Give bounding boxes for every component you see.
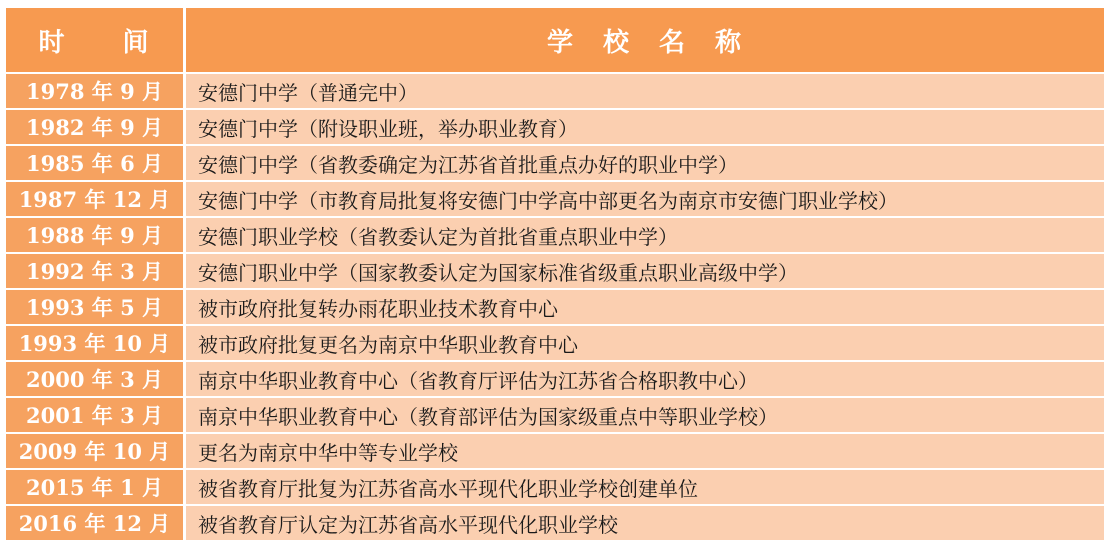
school-name-cell: 安德门中学（普通完中） — [186, 74, 1104, 108]
school-name-cell: 南京中华职业教育中心（教育部评估为国家级重点中等职业学校） — [186, 398, 1104, 432]
school-name-cell: 被市政府批复转办雨花职业技术教育中心 — [186, 290, 1104, 324]
school-name-cell: 安德门中学（市教育局批复将安德门中学高中部更名为南京市安德门职业学校） — [186, 182, 1104, 216]
school-name-cell: 被省教育厅认定为江苏省高水平现代化职业学校 — [186, 506, 1104, 540]
date-cell: 2015 年 1 月 — [6, 470, 183, 504]
date-cell: 1988 年 9 月 — [6, 218, 183, 252]
date-cell: 1992 年 3 月 — [6, 254, 183, 288]
school-name-cell: 安德门中学（省教委确定为江苏省首批重点办好的职业中学） — [186, 146, 1104, 180]
date-cell: 1985 年 6 月 — [6, 146, 183, 180]
school-name-cell: 更名为南京中华中等专业学校 — [186, 434, 1104, 468]
school-name-cell: 安德门中学（附设职业班，举办职业教育） — [186, 110, 1104, 144]
date-cell: 2009 年 10 月 — [6, 434, 183, 468]
school-name-cell: 安德门职业中学（国家教委认定为国家标准省级重点职业高级中学） — [186, 254, 1104, 288]
header-school-name: 学 校 名 称 — [186, 8, 1104, 72]
school-name-cell: 被市政府批复更名为南京中华职业教育中心 — [186, 326, 1104, 360]
school-name-cell: 安德门职业学校（省教委认定为首批省重点职业中学） — [186, 218, 1104, 252]
date-cell: 1993 年 10 月 — [6, 326, 183, 360]
history-table — [6, 8, 1104, 540]
date-cell: 2016 年 12 月 — [6, 506, 183, 540]
school-name-cell: 南京中华职业教育中心（省教育厅评估为江苏省合格职教中心） — [186, 362, 1104, 396]
date-cell: 1982 年 9 月 — [6, 110, 183, 144]
date-cell: 1987 年 12 月 — [6, 182, 183, 216]
date-cell: 2000 年 3 月 — [6, 362, 183, 396]
date-cell: 1993 年 5 月 — [6, 290, 183, 324]
date-cell: 2001 年 3 月 — [6, 398, 183, 432]
school-name-cell: 被省教育厅批复为江苏省高水平现代化职业学校创建单位 — [186, 470, 1104, 504]
date-cell: 1978 年 9 月 — [6, 74, 183, 108]
header-time: 时 间 — [6, 8, 183, 72]
